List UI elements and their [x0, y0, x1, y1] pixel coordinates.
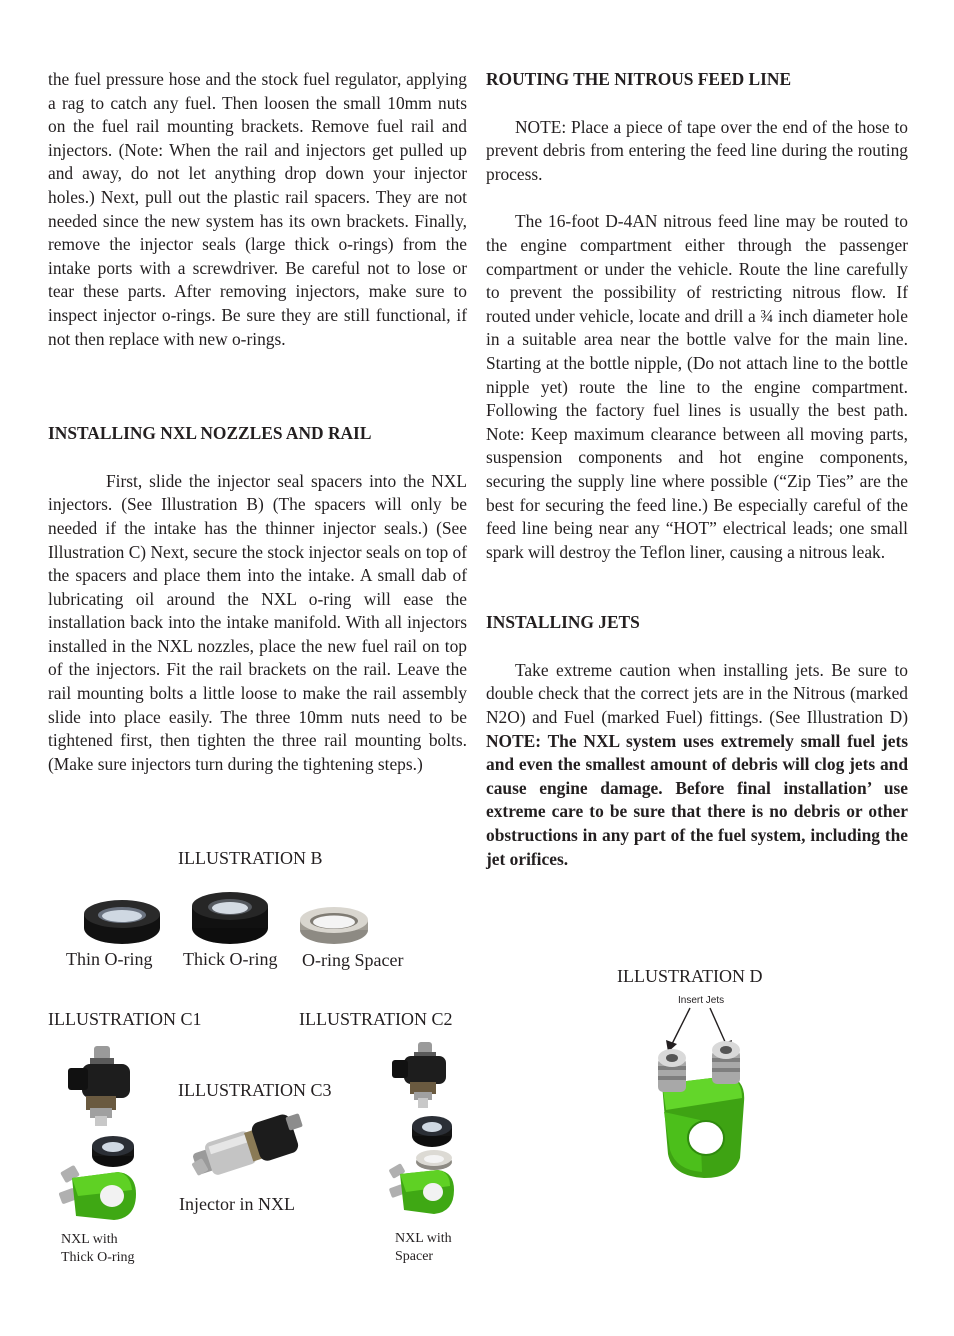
c2-injector-image	[390, 1040, 450, 1110]
right-column	[486, 68, 908, 871]
left-paragraph-2: First, slide the injector seal spacers into the NXL injectors. (See Illustration B) (The spacers will only be needed if the intake has the thinner injector seals.) (See Illustration C) Next, secure the stock injector seals on top of the spacers and place them into the intake. A small dab of lubricating oil around the NXL o-ring will ease the installation back into the intake manifold. With all injectors installed in the NXL nozzles, place the new fuel rail on top of the injectors. Fit the rail brackets on the rail. Leave the rail mounting bolts a little loose to make the rail assembly slide into place easily. The three 10mm nuts need to be tightened first, then tighten the three rail mounting bolts. (Make sure injectors turn during the tightening steps.)	[48, 470, 467, 774]
illustration-b-title: ILLUSTRATION B	[178, 848, 323, 868]
c3-caption: Injector in NXL	[179, 1194, 295, 1214]
illustration-c1-title: ILLUSTRATION C1	[48, 1009, 202, 1029]
c1-caption-line-2: Thick O-ring	[61, 1250, 135, 1265]
thin-oring-image	[82, 898, 162, 946]
installing-jets-heading: INSTALLING JETS	[486, 612, 640, 633]
c1-injector-image	[66, 1044, 136, 1130]
c1-nxl-nozzle-image	[58, 1160, 140, 1226]
nxl-jet-nozzle-image	[646, 1040, 756, 1182]
left-paragraph-1: the fuel pressure hose and the stock fuel regulator, applying a rag to catch any fuel. Then loosen the small 10mm nuts on the fuel rail mounting brackets. Remove fuel rail and injectors. (Note: When the rail and injectors get pulled up and away, do not let anything drop down your injector holes.) Next, pull out the plastic rail spacers. They are not needed since the new system has its own brackets. Finally, remove the injector seals (large thick o-rings) from the intake ports with a screwdriver. Be careful not to lose or tear these parts. After removing injectors, make sure to inspect injector o-rings. Be sure they are still functional, if not then replace with new o-rings.	[48, 69, 467, 349]
c1-caption-line-1: NXL with	[61, 1232, 118, 1247]
jets-text: Take extreme caution when installing jets. Be sure to double check that the correct jets are in the Nitrous (marked N2O) and Fuel (marked Fuel) fittings. (See Illustration D)	[486, 659, 908, 728]
oring-spacer-image	[298, 904, 370, 946]
illustration-c2-title: ILLUSTRATION C2	[299, 1009, 453, 1029]
illustration-d-title: ILLUSTRATION D	[617, 966, 763, 986]
insert-jets-label: Insert Jets	[678, 995, 725, 1006]
right-paragraph-note: NOTE: Place a piece of tape over the end of the hose to prevent debris from entering the feed line during the routing process.	[486, 116, 908, 184]
routing-heading: ROUTING THE NITROUS FEED LINE	[486, 69, 792, 89]
thick-oring-label: Thick O-ring	[183, 949, 278, 969]
c2-thick-oring-image	[410, 1114, 454, 1148]
c2-nxl-nozzle-image	[388, 1160, 458, 1218]
c1-caption	[61, 1231, 134, 1267]
thick-oring-image	[190, 890, 270, 946]
c2-caption	[395, 1230, 452, 1266]
right-paragraph-jets	[486, 659, 908, 871]
c3-injector-in-nxl-image	[184, 1108, 314, 1182]
installing-nxl-heading: INSTALLING NXL NOZZLES AND RAIL	[48, 423, 372, 444]
left-column	[48, 68, 467, 776]
jets-warning-text: NOTE: The NXL system uses extremely small fuel jets and even the smallest amount of debris will clog jets and cause engine damage. Before final installation’ use extreme care to be sure that there is no debris or other obstructions in any part of the fuel system, including the jet orifices.	[486, 730, 908, 869]
oring-spacer-label: O-ring Spacer	[302, 950, 404, 970]
c2-caption-line-1: NXL with	[395, 1231, 452, 1246]
right-paragraph-routing: The 16-foot D-4AN nitrous feed line may be routed to the engine compartment either through the passenger compartment or under the vehicle. Route the line carefully to prevent the possibility of restricting nitrous flow. If routed under vehicle, locate and drill a ¾ inch diameter hole in a suitable area near the bottle valve for the main line. Starting at the bottle nipple, (Do not attach line to the bottle nipple yet) route the line to the engine compartment. Following the factory fuel lines is usually the best path. Note: Keep maximum clearance between all moving parts, suspension components and hot engine components, securing the supply line where possible (“Zip Ties” are the best for securing the feed line.) Be especially careful of the feed line being near any “HOT” electrical leads; one small spark will destroy the Teflon liner, causing a nitrous leak.	[486, 211, 908, 562]
thin-oring-label: Thin O-ring	[66, 949, 153, 969]
c2-caption-line-2: Spacer	[395, 1249, 434, 1264]
illustration-c3-title: ILLUSTRATION C3	[178, 1080, 332, 1100]
